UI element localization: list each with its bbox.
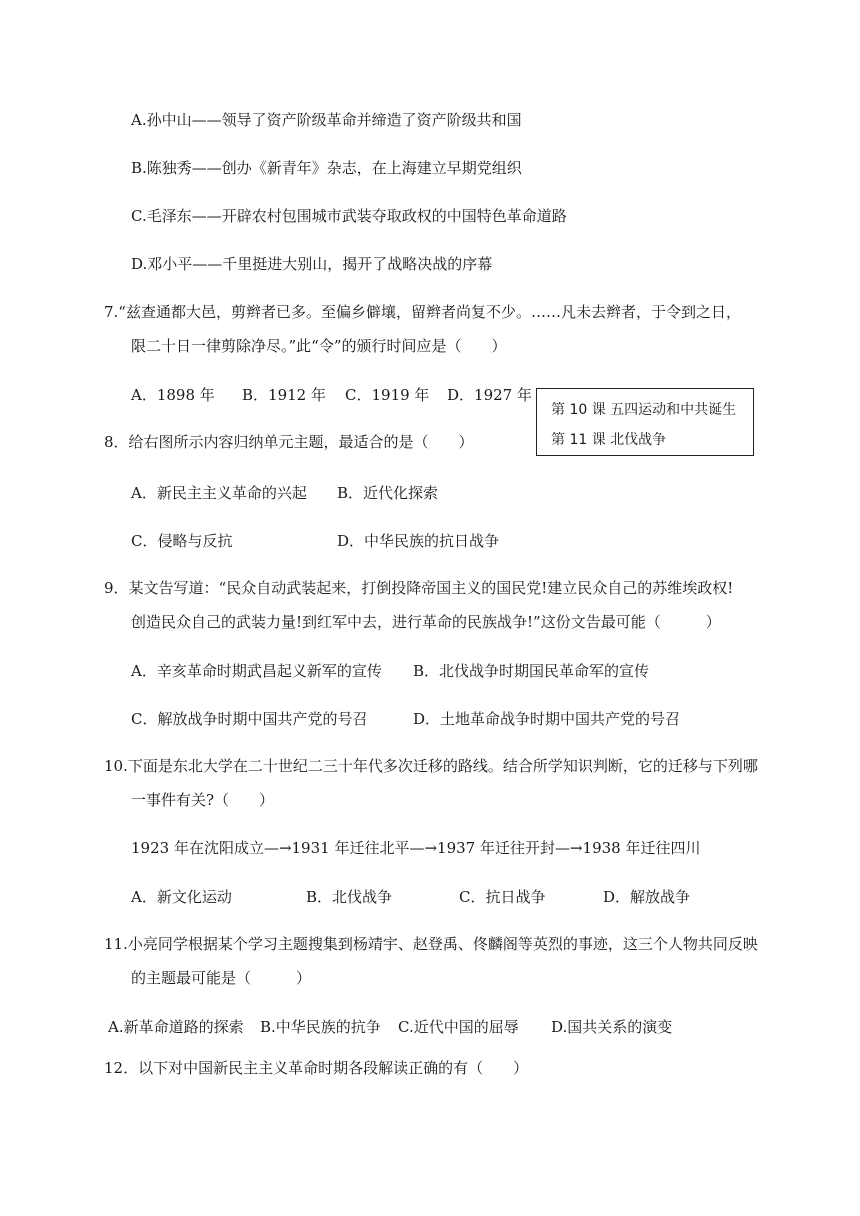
q9-option-c: C．解放战争时期中国共产党的号召 bbox=[131, 710, 368, 728]
q10-stem-line2: 一事件有关?（ ） bbox=[131, 791, 275, 809]
q11-stem-line1: 11.小亮同学根据某个学习主题搜集到杨靖宇、赵登禹、佟麟阁等英烈的事迹，这三个人物共同反映 bbox=[104, 935, 758, 953]
q10-option-b: B．北伐战争 bbox=[306, 888, 393, 906]
q8-box-line1: 第 10 课 五四运动和中共诞生 bbox=[551, 402, 737, 418]
q7-stem-line1: 7.“兹查通都大邑，剪辫者已多。至偏乡僻壤，留辫者尚复不少。……凡未去辫者，于令到之日， bbox=[104, 303, 741, 321]
q8-stem: 8．给右图所示内容归纳单元主题，最适合的是（ ） bbox=[104, 433, 474, 451]
q8-option-a: A．新民主主义革命的兴起 bbox=[131, 484, 307, 502]
q11-option-d: D.国共关系的演变 bbox=[551, 1018, 673, 1036]
q8-option-b: B．近代化探索 bbox=[337, 484, 439, 502]
q9-option-d: D．土地革命战争时期中国共产党的号召 bbox=[413, 710, 681, 728]
q11-stem-line2: 的主题最可能是（ ） bbox=[131, 969, 312, 987]
q12-stem: 12．以下对中国新民主主义革命时期各段解读正确的有（ ） bbox=[104, 1059, 529, 1077]
q7-option-b: B．1912 年 bbox=[242, 386, 326, 404]
q6-option-b: B.陈独秀——创办《新青年》杂志，在上海建立早期党组织 bbox=[131, 159, 522, 177]
q9-stem-line1: 9．某文告写道：“民众自动武装起来，打倒投降帝国主义的国民党!建立民众自己的苏维埃政权! bbox=[104, 579, 734, 597]
q9-stem-line2: 创造民众自己的武装力量!到红军中去，进行革命的民族战争!”这份文告最可能（ ） bbox=[131, 613, 721, 631]
q10-option-d: D．解放战争 bbox=[603, 888, 691, 906]
q10-stem-line1: 10.下面是东北大学在二十世纪二三十年代多次迁移的路线。结合所学知识判断，它的迁移与下列哪 bbox=[104, 757, 758, 775]
q10-option-a: A．新文化运动 bbox=[131, 888, 232, 906]
q7-option-a: A．1898 年 bbox=[131, 386, 215, 404]
q6-option-a: A.孙中山——领导了资产阶级革命并缔造了资产阶级共和国 bbox=[131, 111, 522, 129]
q8-option-d: D．中华民族的抗日战争 bbox=[337, 532, 500, 550]
q7-stem-line2: 限二十日一律剪除净尽。”此“令”的颁行时间应是（ ） bbox=[131, 337, 507, 355]
q9-option-a: A．辛亥革命时期武昌起义新军的宣传 bbox=[131, 662, 382, 680]
q6-option-d: D.邓小平——千里挺进大别山，揭开了战略决战的序幕 bbox=[131, 255, 493, 273]
q10-option-c: C．抗日战争 bbox=[459, 888, 546, 906]
q10-route: 1923 年在沈阳成立—→1931 年迁往北平—→1937 年迁往开封—→1938 年迁往四川 bbox=[131, 839, 701, 857]
q7-option-d: D．1927 年 bbox=[447, 386, 532, 404]
q8-option-c: C．侵略与反抗 bbox=[131, 532, 233, 550]
q6-option-c: C.毛泽东——开辟农村包围城市武装夺取政权的中国特色革命道路 bbox=[131, 207, 567, 225]
q11-option-a: A.新革命道路的探索 bbox=[108, 1018, 244, 1036]
q11-option-c: C.近代中国的屈辱 bbox=[398, 1018, 519, 1036]
q8-figure-box bbox=[536, 388, 754, 456]
q9-option-b: B．北伐战争时期国民革命军的宣传 bbox=[413, 662, 650, 680]
q8-box-line2: 第 11 课 北伐战争 bbox=[551, 432, 667, 448]
q7-option-c: C．1919 年 bbox=[345, 386, 430, 404]
q11-option-b: B.中华民族的抗争 bbox=[260, 1018, 381, 1036]
